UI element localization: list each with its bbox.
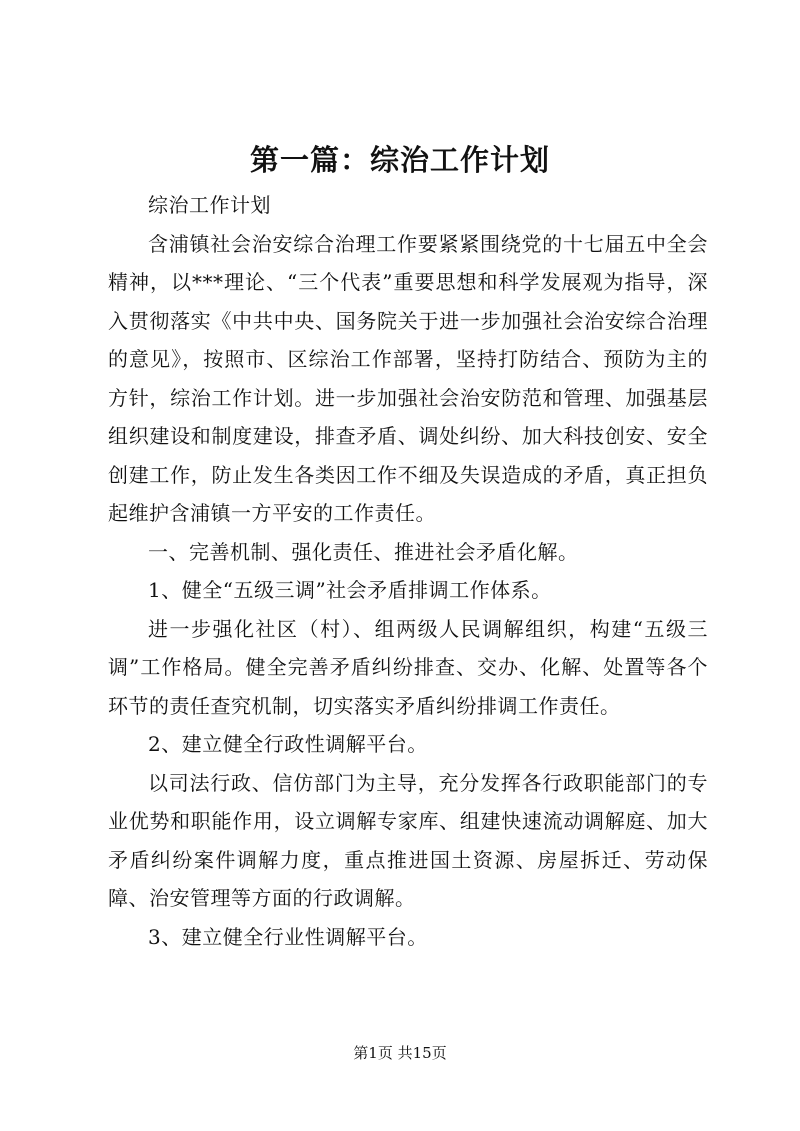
paragraph-subsection-1: 进一步强化社区（村）、组两级人民调解组织，构建“五级三调”工作格局。健全完善矛盾纠纷排查、交办、化解、处置等各个环节的责任查究机制，切实落实矛盾纠纷排调工作责任。 <box>108 616 708 718</box>
paragraph-intro: 含浦镇社会治安综合治理工作要紧紧围绕党的十七届五中全会精神，以***理论、“三个代表”重要思想和科学发展观为指导，深入贯彻落实《中共中央、国务院关于进一步加强社会治安综合治理的意见》，按照市、区综治工作部署，坚持打防结合、预防为主的方针，综治工作计划。进一步加强社会治安防范和管理、加强基层组织建设和制度建设，排查矛盾、调处纠纷、加大科技创安、安全创建工作，防止发生各类因工作不细及失误造成的矛盾，真正担负起维护含浦镇一方平安的工作责任。 <box>108 231 708 525</box>
page-footer: 第1页 共15页 <box>353 1044 447 1062</box>
subsection-heading-2: 2、建立健全行政性调解平台。 <box>148 732 428 756</box>
subsection-heading-3: 3、建立健全行业性调解平台。 <box>148 924 428 949</box>
document-title: 第一篇：综治工作计划 <box>249 143 550 177</box>
section-heading-1: 一、完善机制、强化责任、推进社会矛盾化解。 <box>148 539 579 564</box>
paragraph-subtitle: 综治工作计划 <box>148 193 271 217</box>
document-body <box>108 186 708 956</box>
paragraph-subsection-2: 以司法行政、信仿部门为主导，充分发挥各行政职能部门的专业优势和职能作用，设立调解专家库、组建快速流动调解庭、加大矛盾纠纷案件调解力度，重点推进国土资源、房屋拆迁、劳动保障、治安管理等方面的行政调解。 <box>108 770 708 910</box>
subsection-heading-1: 1、健全“五级三调”社会矛盾排调工作体系。 <box>148 578 552 602</box>
